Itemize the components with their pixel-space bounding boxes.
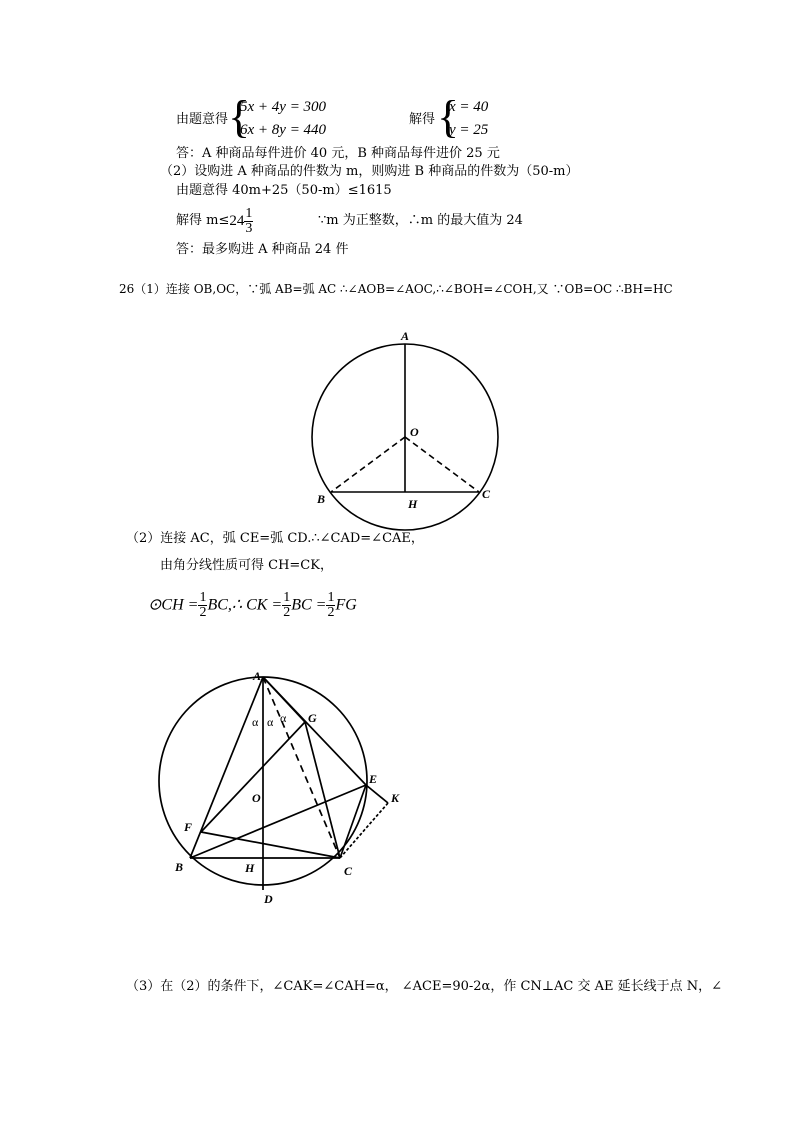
half-3-den: 2 xyxy=(327,604,335,620)
label-b: B xyxy=(317,492,326,506)
label-h: H xyxy=(408,497,418,511)
label-alpha-3: α xyxy=(280,711,287,725)
part2-reason: ∵m 为正整数，∴m 的最大值为 24 xyxy=(318,213,523,228)
q26-part2-line1: （2）连接 AC，弧 CE=弧 CD.∴∠CAD=∠CAE， xyxy=(126,531,424,546)
fraction-numerator: 1 xyxy=(245,205,253,221)
half-1-num: 1 xyxy=(199,589,207,605)
circle-o xyxy=(312,344,498,530)
label-c-2: C xyxy=(344,864,353,878)
eq-part-c: BC = xyxy=(291,596,327,614)
label-b-2: B xyxy=(175,860,184,874)
segment-ob-dashed xyxy=(331,437,405,492)
part2-solve xyxy=(176,204,253,238)
eq-part-d: FG xyxy=(335,596,357,614)
segment-be xyxy=(190,785,366,858)
label-e: E xyxy=(369,772,378,786)
label-k: K xyxy=(391,791,400,805)
figure-1 xyxy=(312,344,498,530)
solve-prefix: 解得 xyxy=(409,112,436,127)
mixed-whole: 24 xyxy=(229,213,245,229)
label-g: G xyxy=(308,711,317,725)
half-1-den: 2 xyxy=(199,604,207,620)
label-o-2: O xyxy=(252,791,261,805)
segment-fc xyxy=(201,832,340,858)
circle-o-2 xyxy=(159,677,367,885)
label-c: C xyxy=(482,487,491,501)
answer-2: 答：最多购进 A 种商品 24 件 xyxy=(176,242,349,257)
equation-1: 5x + 4y = 300 xyxy=(240,99,327,115)
solution-x: x = 40 xyxy=(449,99,489,115)
q26-part3: （3）在（2）的条件下，∠CAK=∠CAH=α， ∠ACE=90-2α，作 CN⊥AC 交 AE 延长线于点 N，∠ xyxy=(126,979,723,994)
part2-inequality: 由题意得 40m+25（50-m）≤1615 xyxy=(176,183,392,198)
segment-fg xyxy=(201,722,305,832)
half-2-den: 2 xyxy=(283,604,291,620)
answer-1: 答：A 种商品每件进价 40 元，B 种商品每件进价 25 元 xyxy=(176,146,500,161)
label-alpha-1: α xyxy=(252,715,259,729)
q26-part2-equation xyxy=(148,588,357,622)
half-2-num: 1 xyxy=(283,589,291,605)
part2-intro: （2）设购进 A 种商品的件数为 m，则购进 B 种商品的件数为（50-m） xyxy=(160,164,579,179)
q26-part2-line2: 由角分线性质可得 CH=CK， xyxy=(160,558,333,573)
left-brace: { xyxy=(228,91,251,142)
label-d: D xyxy=(264,892,273,906)
label-a: A xyxy=(401,329,410,343)
segment-ck-dashed xyxy=(340,803,388,858)
right-brace: { xyxy=(437,91,460,142)
segment-ab xyxy=(190,677,263,858)
label-alpha-2: α xyxy=(267,715,274,729)
eq-part-a: ⊙CH = xyxy=(148,596,199,614)
half-3-num: 1 xyxy=(327,589,335,605)
figure-2 xyxy=(159,677,388,890)
label-f: F xyxy=(184,820,193,834)
fraction-half-2 xyxy=(282,591,291,620)
segment-ek xyxy=(366,785,388,803)
q26-part1: 26（1）连接 OB,OC，∵弧 AB=弧 AC ∴∠AOB=∠AOC,∴∠BOH=∠COH,又 ∵OB=OC ∴BH=HC xyxy=(119,282,673,296)
label-a-2: A xyxy=(253,669,262,683)
segment-gc xyxy=(305,722,340,858)
eq-part-b: BC,∴ CK = xyxy=(207,596,283,614)
system-prefix: 由题意得 xyxy=(176,112,229,127)
segment-ce xyxy=(340,785,366,858)
label-o: O xyxy=(410,425,419,439)
equation-2: 6x + 8y = 440 xyxy=(240,122,327,138)
segment-ae xyxy=(263,677,366,785)
label-h-2: H xyxy=(245,861,255,875)
segment-ac-dashed xyxy=(263,677,340,858)
solution-y: y = 25 xyxy=(449,122,489,138)
segment-ag xyxy=(263,677,305,722)
mixed-fraction xyxy=(244,207,253,236)
segment-oc-dashed xyxy=(405,437,479,492)
fraction-denominator: 3 xyxy=(245,220,253,236)
solve-m-prefix: 解得 m≤ xyxy=(176,213,230,228)
